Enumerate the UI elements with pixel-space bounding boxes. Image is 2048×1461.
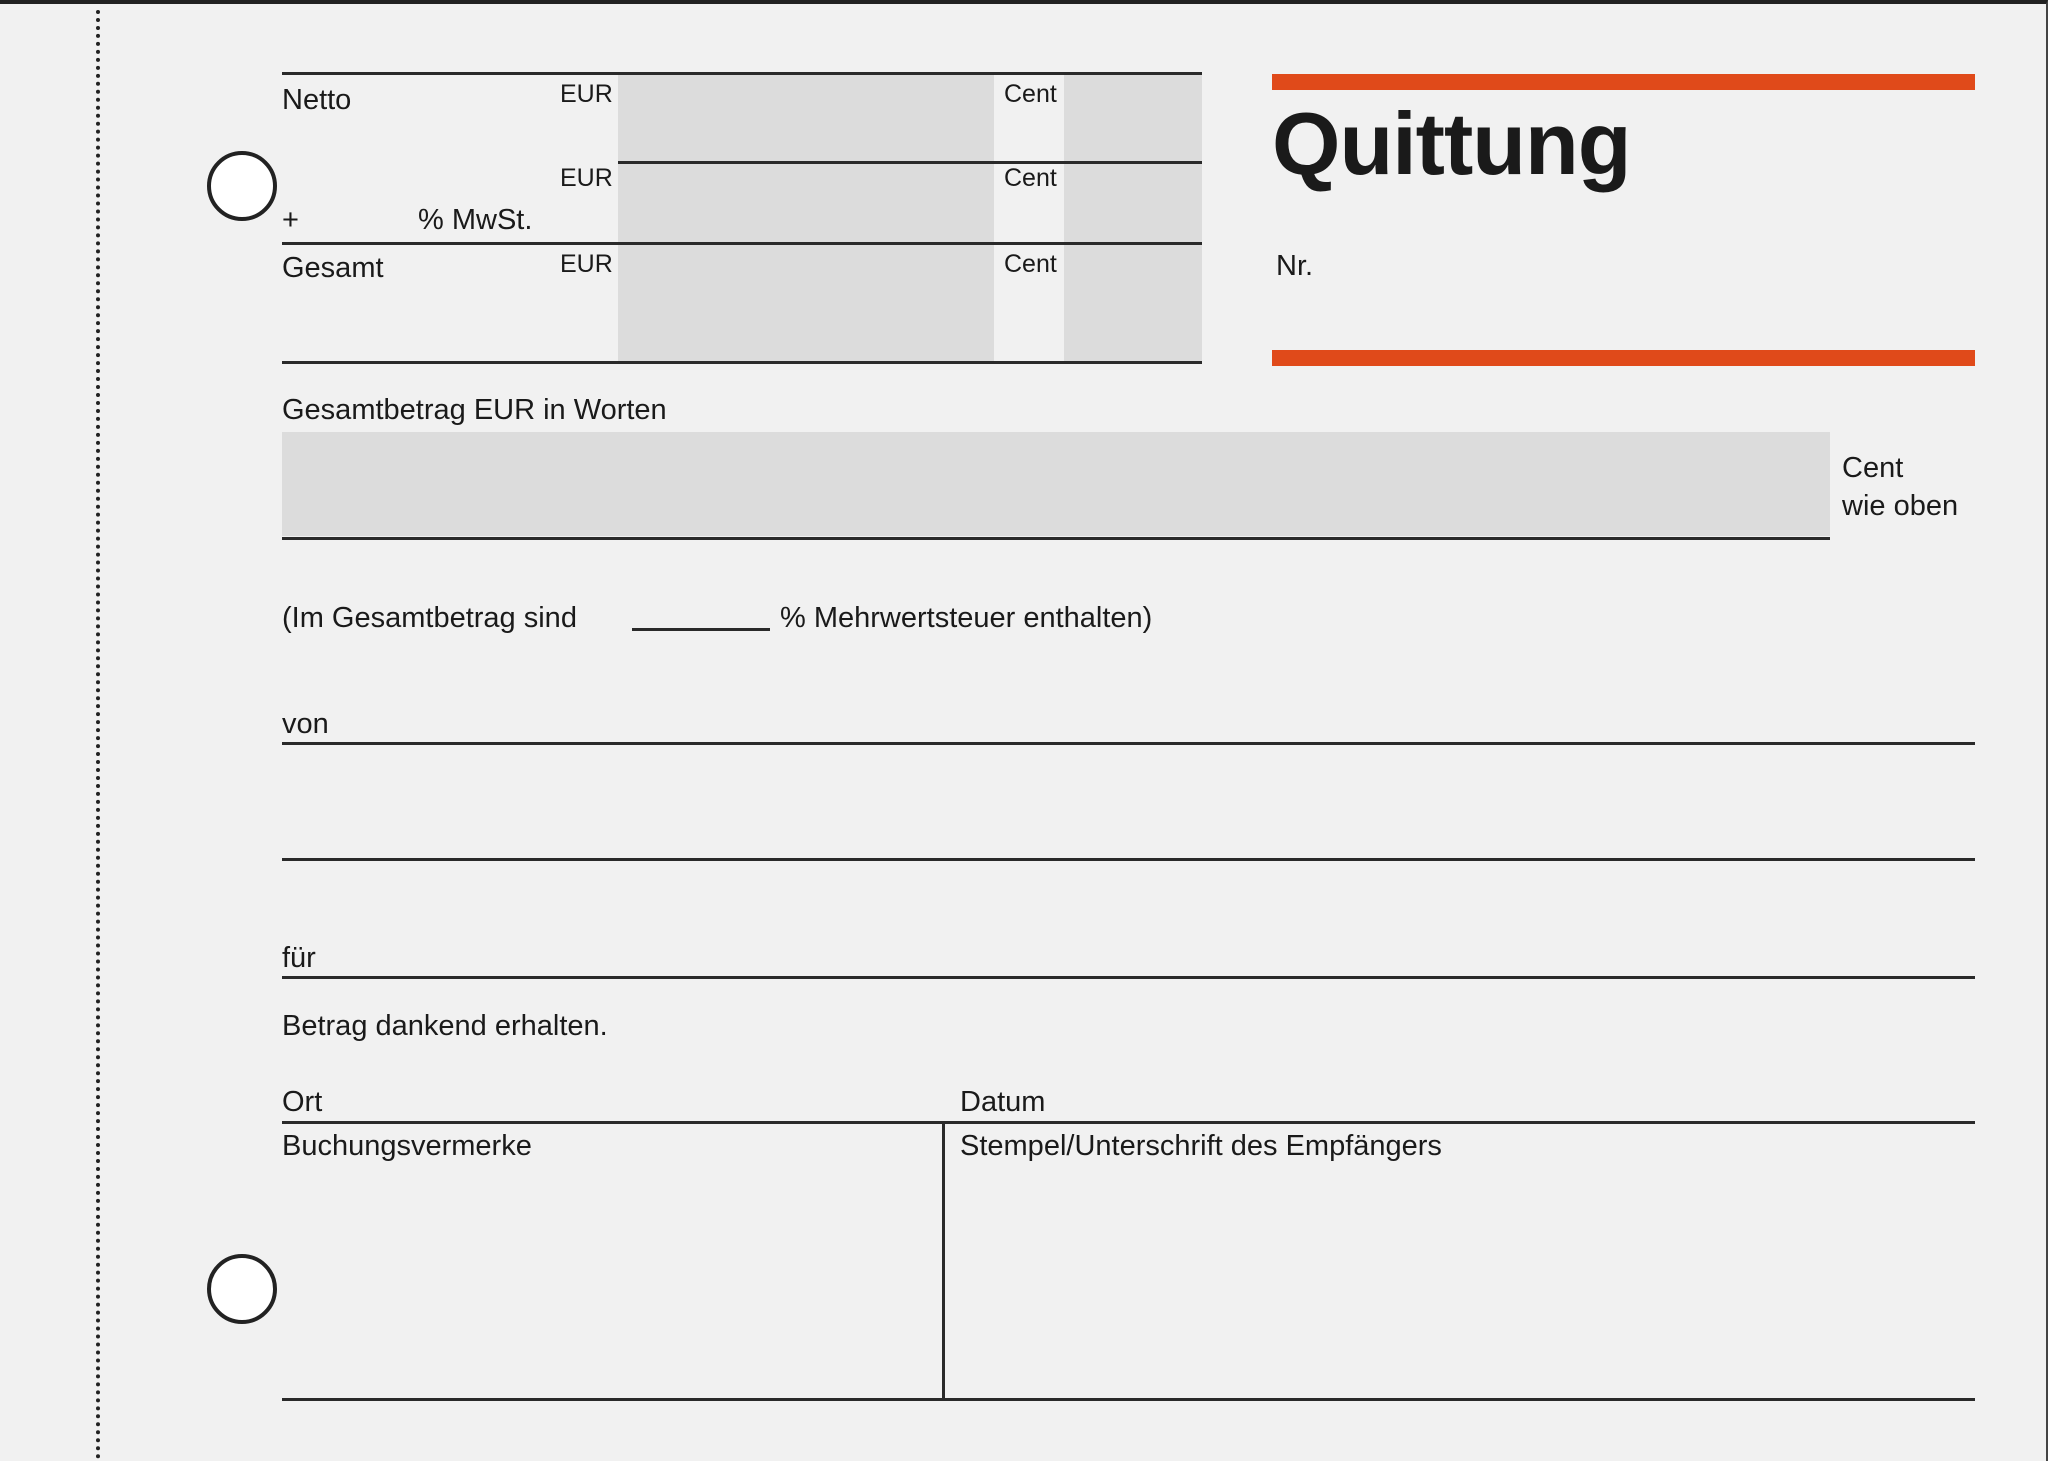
- amount-in-words-label: Gesamtbetrag EUR in Worten: [282, 394, 667, 426]
- stempel-label: Stempel/Unterschrift des Empfängers: [960, 1130, 1442, 1162]
- vat-sentence-suffix: % Mehrwertsteuer enthalten): [780, 602, 1153, 634]
- gesamt-eur-field[interactable]: [618, 245, 994, 361]
- gesamt-label: Gesamt: [282, 252, 384, 284]
- mwst-cent-field[interactable]: [1064, 164, 1202, 244]
- punch-hole-top: [207, 151, 277, 221]
- receipt-title: Quittung: [1272, 94, 1631, 193]
- ort-label: Ort: [282, 1086, 323, 1118]
- mwst-currency-label: EUR: [560, 164, 613, 192]
- gesamt-cent-field[interactable]: [1064, 245, 1202, 361]
- vat-rate-field[interactable]: [632, 628, 770, 631]
- received-text: Betrag dankend erhalten.: [282, 1010, 608, 1042]
- von-second-line[interactable]: [282, 858, 1975, 861]
- netto-eur-field[interactable]: [618, 75, 994, 161]
- punch-hole-bottom: [207, 1254, 277, 1324]
- signature-divider: [942, 1121, 945, 1399]
- form-bottom-rule: [282, 1398, 1975, 1401]
- amount-in-words-field[interactable]: [282, 432, 1830, 536]
- title-accent-rule-top: [1272, 74, 1975, 90]
- signature-field[interactable]: [948, 1169, 1975, 1395]
- vat-sentence-prefix: (Im Gesamtbetrag sind: [282, 602, 577, 634]
- datum-label: Datum: [960, 1086, 1046, 1118]
- amount-table-bottom-rule: [282, 361, 1202, 364]
- netto-label: Netto: [282, 84, 352, 116]
- netto-cent-field[interactable]: [1064, 75, 1202, 161]
- mwst-label: % MwSt.: [418, 204, 533, 236]
- von-label: von: [282, 708, 329, 740]
- cent-label: Cent: [1842, 452, 1904, 484]
- mwst-cent-label: Cent: [1004, 164, 1057, 192]
- wie-oben-label: wie oben: [1842, 490, 1959, 522]
- title-accent-rule-bottom: [1272, 350, 1975, 366]
- mwst-eur-field[interactable]: [618, 164, 994, 244]
- fuer-field[interactable]: [282, 976, 1975, 979]
- gesamt-currency-label: EUR: [560, 250, 613, 278]
- von-field[interactable]: [282, 742, 1975, 745]
- amount-in-words-rule: [282, 537, 1830, 540]
- mwst-prefix: +: [282, 204, 299, 236]
- receipt-number-label: Nr.: [1276, 250, 1314, 282]
- netto-cent-label: Cent: [1004, 80, 1057, 108]
- gesamt-cent-label: Cent: [1004, 250, 1057, 278]
- buchung-field[interactable]: [282, 1169, 940, 1395]
- perforation-line: [96, 10, 100, 1460]
- fuer-label: für: [282, 942, 316, 974]
- buchung-label: Buchungsvermerke: [282, 1130, 532, 1162]
- netto-currency-label: EUR: [560, 80, 613, 108]
- ort-datum-rule: [282, 1121, 1975, 1124]
